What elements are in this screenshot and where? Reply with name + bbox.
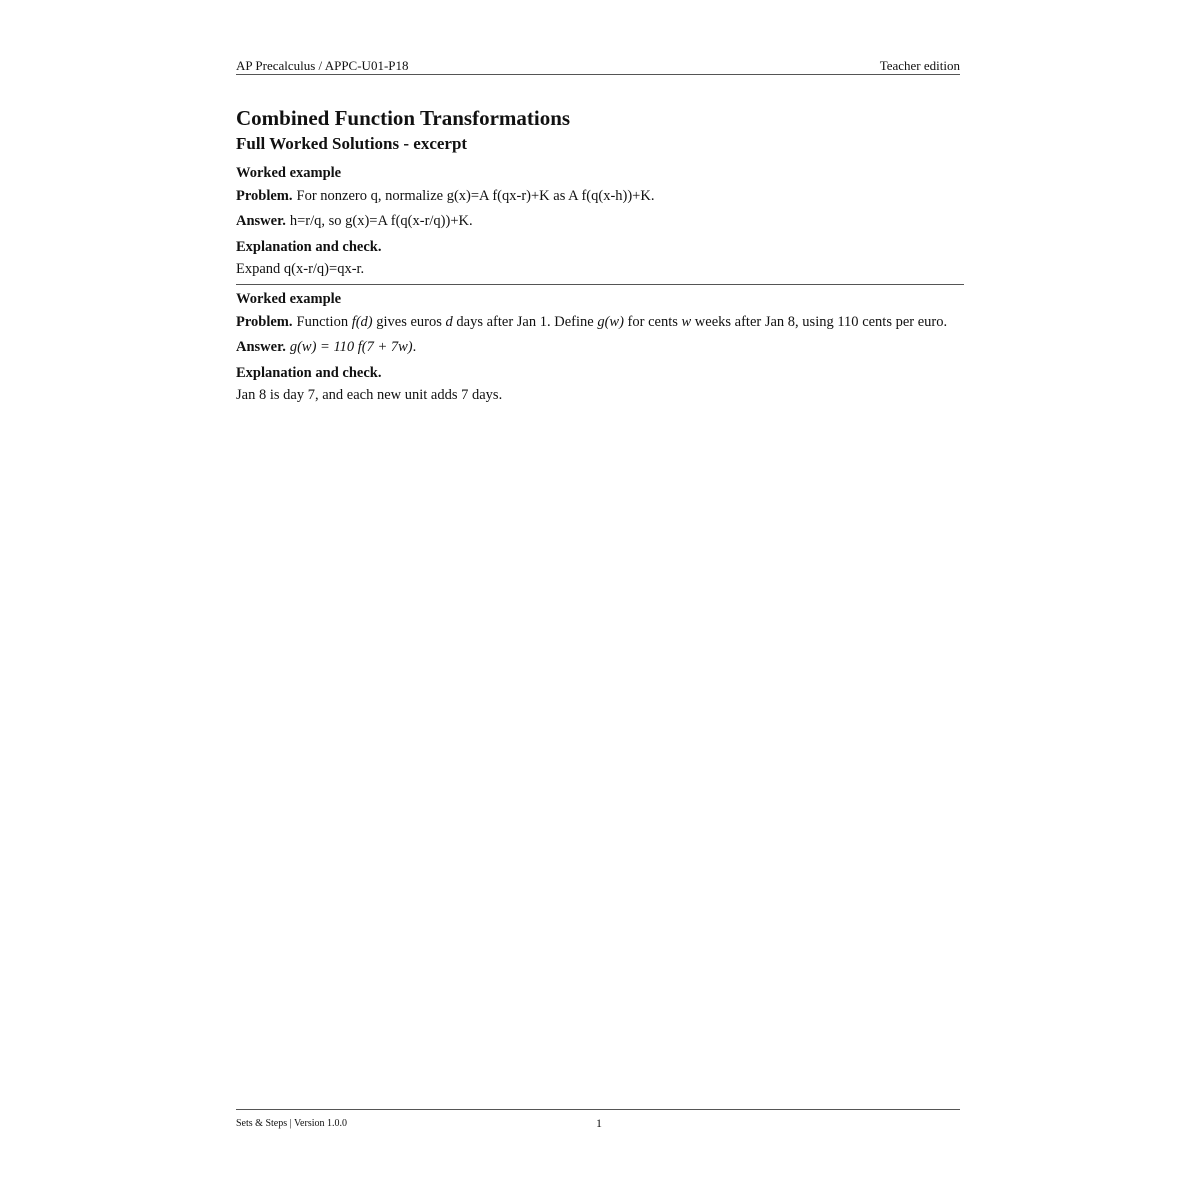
math-variable: d <box>445 314 453 330</box>
answer-end: . <box>412 339 417 355</box>
footer-version: Sets & Steps | Version 1.0.0 <box>236 1118 347 1129</box>
math-expression: f(d) <box>351 314 373 330</box>
answer-statement <box>236 337 968 357</box>
problem-label: Problem. <box>236 188 293 204</box>
header-edition: Teacher edition <box>879 58 960 73</box>
explanation-text-part: is day <box>266 387 308 403</box>
document-subtitle: Full Worked Solutions - excerpt <box>236 134 468 153</box>
problem-text-part: days after Jan <box>452 314 540 330</box>
main-content <box>236 104 968 405</box>
header-course-code: AP Precalculus / APPC-U01-P18 <box>236 58 409 73</box>
problem-text-part: cents per euro. <box>858 314 948 330</box>
worked-example-2 <box>236 289 968 405</box>
explanation-heading: Explanation and check. <box>236 365 382 381</box>
answer-label: Answer. <box>236 213 286 229</box>
problem-text-part: . Define <box>547 314 598 330</box>
answer-math: g(w) = 110 f(7 + 7w) <box>289 339 413 355</box>
math-number: 8 <box>787 314 796 330</box>
math-number: 7 <box>307 387 315 403</box>
explanation-text-part: Jan <box>236 387 259 403</box>
running-footer <box>236 1109 960 1130</box>
running-header <box>236 57 960 75</box>
explanation-text: Expand q(x-r/q)=qx-r. <box>236 261 365 277</box>
explanation-text-part: , and each new unit adds <box>314 387 462 403</box>
problem-text: For nonzero q, normalize g(x)=A f(qx-r)+K as A f(q(x-h))+K. <box>296 188 655 204</box>
document-page <box>236 0 960 1200</box>
problem-statement <box>236 312 968 332</box>
answer-text: h=r/q, so g(x)=A f(q(x-r/q))+K. <box>289 213 473 229</box>
math-number: 7 <box>461 387 469 403</box>
math-number: 110 <box>837 314 859 330</box>
math-number: 8 <box>258 387 267 403</box>
problem-text-part: gives euros <box>372 314 446 330</box>
page-number: 1 <box>596 1116 602 1130</box>
math-expression: g(w) <box>597 314 624 330</box>
answer-label: Answer. <box>236 339 286 355</box>
explanation-text <box>236 385 968 405</box>
problem-text-part: weeks after Jan <box>691 314 788 330</box>
math-number: 1 <box>539 314 547 330</box>
problem-statement <box>236 186 968 206</box>
example-heading: Worked example <box>236 291 342 307</box>
explanation-text-part: days. <box>468 387 503 403</box>
problem-text-part: , using <box>795 314 838 330</box>
problem-text-part: for cents <box>623 314 682 330</box>
section-divider <box>236 284 964 285</box>
explanation-heading: Explanation and check. <box>236 239 382 255</box>
problem-label: Problem. <box>236 314 293 330</box>
document-title: Combined Function Transformations <box>236 106 571 130</box>
answer-statement <box>236 211 968 231</box>
math-variable: w <box>681 314 692 330</box>
problem-text-part: Function <box>296 314 352 330</box>
example-heading: Worked example <box>236 165 342 181</box>
worked-example-1 <box>236 163 968 279</box>
